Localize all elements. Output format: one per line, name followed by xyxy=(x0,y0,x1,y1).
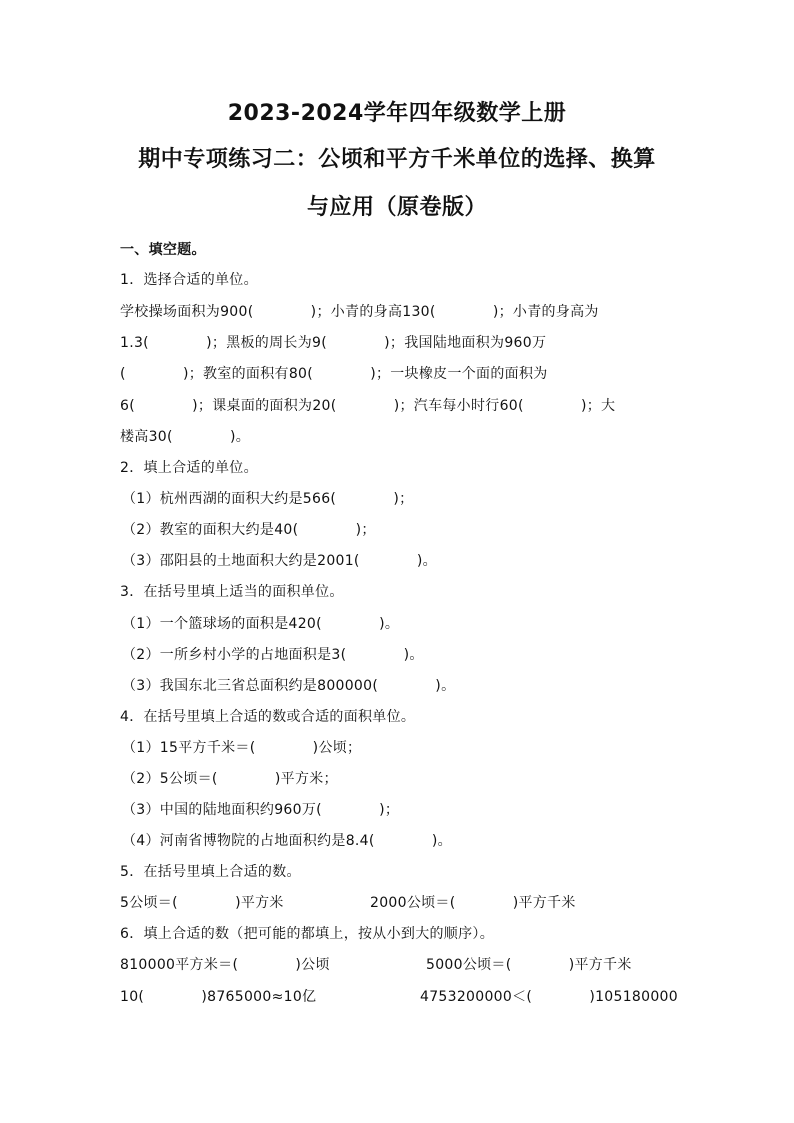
question-4-item-1: （1）15平方千米＝( )公顷； xyxy=(122,740,362,756)
question-1-line-3: ( )；教室的面积有80( )；一块橡皮一个面的面积为 xyxy=(120,366,548,382)
question-4-label: 4．在括号里填上合适的数或合适的面积单位。 xyxy=(120,709,416,725)
question-6-part-b: 5000公顷＝( )平方千米 xyxy=(426,957,632,973)
section-heading: 一、填空题。 xyxy=(120,242,206,258)
question-4-item-4: （4）河南省博物院的占地面积约是8.4( )。 xyxy=(122,833,452,849)
question-3-label: 3．在括号里填上适当的面积单位。 xyxy=(120,584,344,600)
question-2-label: 2．填上合适的单位。 xyxy=(120,460,258,476)
question-6-part-a: 810000平方米＝( )公顷 xyxy=(120,957,330,973)
question-2-item-3: （3）邵阳县的土地面积大约是2001( )。 xyxy=(122,553,437,569)
question-6-part-d: 4753200000＜( )105180000 xyxy=(420,989,678,1005)
question-5-label: 5．在括号里填上合适的数。 xyxy=(120,864,301,880)
question-2-item-2: （2）教室的面积大约是40( )； xyxy=(122,522,376,538)
question-1-label: 1．选择合适的单位。 xyxy=(120,272,258,288)
question-6-part-c: 10( )8765000≈10亿 xyxy=(120,989,317,1005)
title-line-3: 与应用（原卷版） xyxy=(306,195,487,220)
question-1-line-4: 6( )；课桌面的面积为20( )；汽车每小时行60( )；大 xyxy=(120,398,616,414)
question-4-item-2: （2）5公顷＝( )平方米； xyxy=(122,771,338,787)
question-6-label: 6．填上合适的数（把可能的都填上，按从小到大的顺序）。 xyxy=(120,926,495,942)
question-5-part-b: 2000公顷＝( )平方千米 xyxy=(370,895,576,911)
question-4-item-3: （3）中国的陆地面积约960万( )； xyxy=(122,802,400,818)
question-2-item-1: （1）杭州西湖的面积大约是566( )； xyxy=(122,491,414,507)
question-1-line-2: 1.3( )；黑板的周长为9( )；我国陆地面积为960万 xyxy=(120,335,547,351)
question-5-part-a: 5公顷＝( )平方米 xyxy=(120,895,284,911)
title-line-2: 期中专项练习二：公顷和平方千米单位的选择、换算 xyxy=(138,147,656,172)
question-1-line-5: 楼高30( )。 xyxy=(120,429,251,445)
title-line-1: 2023-2024学年四年级数学上册 xyxy=(227,101,567,126)
question-3-item-1: （1）一个篮球场的面积是420( )。 xyxy=(122,616,400,632)
question-3-item-3: （3）我国东北三省总面积约是800000( )。 xyxy=(122,678,456,694)
question-3-item-2: （2）一所乡村小学的占地面积是3( )。 xyxy=(122,647,424,663)
question-1-line-1: 学校操场面积为900( )；小青的身高130( )；小青的身高为 xyxy=(120,304,599,320)
